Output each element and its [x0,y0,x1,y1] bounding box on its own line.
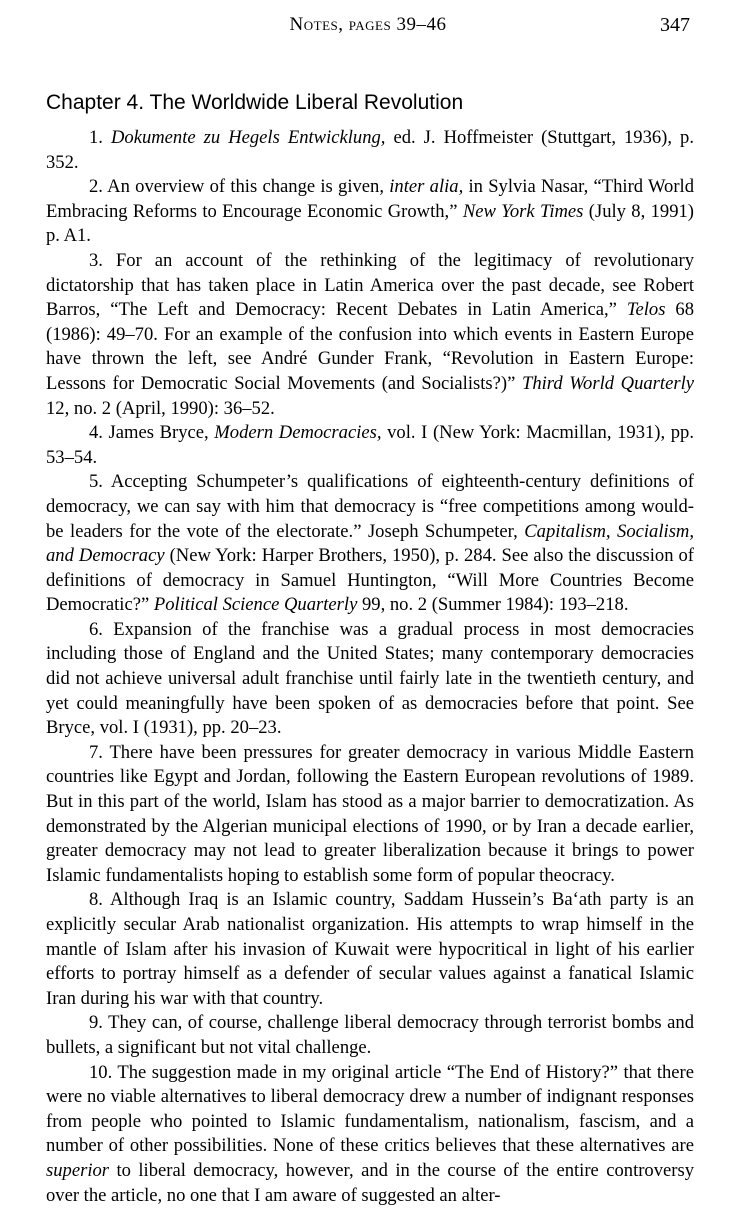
note-text: in Sylvia Nasar, “Third World Embracing Reforms to Encourage Economic Growth,” [46,176,694,222]
italic-title: Political Science Quarterly [153,594,358,616]
note-text: 7. There have been pressures for greater democracy in various Middle Eastern countries like Egypt and Jordan, following the Eastern European revolutions of 1989. But in this part of the world, Islam has stood as a major barrier to democratization. As demonstrated by the Algerian municipal elections of 1990, or by Iran a decade earlier, greater democracy may not lead to greater liberalization because it brings to power Islamic fundamentalists hoping to establish some form of popular theocracy. [46,741,694,886]
note-text: 9. They can, of course, challenge liberal democracy through terrorist bombs and bullets, a significant but not vital challenge. [46,1012,694,1058]
page-number: 347 [660,14,690,36]
note-text: 10. The suggestion made in my original article “The End of History?” that there were no viable alternatives to liberal democracy drew a number of indignant responses from people who pointed to Islamic fundamentalism, nationalism, fascism, and a number of other possibilities. None of these critics believes that these alternatives are [46,1061,694,1157]
note-text: 1. [89,127,111,148]
italic-title: Third World Quarterly [521,372,694,394]
note-3 [46,249,694,421]
note-1 [46,126,694,175]
italic-title: Telos [626,299,666,321]
italic-title: Capitalism, Socialism, and Democracy [46,520,695,567]
page-header [0,14,736,44]
italic-title: Modern Democracies, [214,422,382,444]
italic-title: superior [46,1159,110,1181]
note-text: (New York: Harper Brothers, 1950), p. 284. See also the discussion of definitions of democracy in Samuel Huntington, “Will More Countries Become Democratic?” [46,545,694,616]
notes-list [46,126,694,1208]
note-text: 5. Accepting Schumpeter’s qualifications of eighteenth-century definitions of democracy, we can say with him that democracy is “free competitions among would-be leaders for the vote of the electorate.” Joseph Schumpeter, [46,471,694,542]
note-text: ed. J. Hoffmeister (Stuttgart, 1936), p. 352. [46,127,694,173]
note-text: (July 8, 1991) p. A1. [46,200,694,247]
note-8 [46,888,694,1011]
note-4 [46,421,694,470]
note-6 [46,618,694,741]
running-head: Notes, pages 39–46 [289,14,447,35]
note-text: vol. I (New York: Macmillan, 1931), pp. 53–54. [46,422,695,468]
note-text: to liberal democracy, however, and in the course of the entire controversy over the article, no one that I am aware of suggested an alter- [46,1159,694,1206]
note-text: 8. Although Iraq is an Islamic country, Saddam Hussein’s Ba‘ath party is an explicitly secular Arab nationalist organization. His attempts to wrap himself in the mantle of Islam after his invasion of Kuwait were hypocritical in light of his earlier efforts to portray himself as a defender of secular values against a fanatical Islamic Iran during his war with that country. [46,889,694,1009]
note-10 [46,1061,694,1208]
note-text: 99, no. 2 (Summer 1984): 193–218. [357,594,629,616]
note-2 [46,175,694,249]
italic-title: New York Times [462,200,584,222]
note-text: 12, no. 2 (April, 1990): 36–52. [46,397,275,419]
note-text: 4. James Bryce, [89,422,215,444]
note-5 [46,470,694,618]
note-9 [46,1011,694,1060]
note-text: 68 (1986): 49–70. For an example of the confusion into which events in Eastern Europe have thrown the left, see André Gunder Frank, “Revolution in Eastern Europe: Lessons for Democratic Social Movements (and Socialists?)” [46,299,695,394]
italic-title: Dokumente zu Hegels Entwicklung, [110,127,386,148]
chapter-title: Chapter 4. The Worldwide Liberal Revolution [46,91,464,114]
note-text: 6. Expansion of the franchise was a gradual process in most democracies including those of England and the United States; many contemporary democracies did not achieve universal adult franchise until fairly late in the twentieth century, and yet could meaningfully have been spoken of as democracies before that point. See Bryce, vol. I (1931), pp. 20–23. [46,618,694,739]
note-7 [46,741,694,889]
note-text: 3. For an account of the rethinking of the legitimacy of revolutionary dictatorship that has taken place in Latin America over the past decade, see Robert Barros, “The Left and Democracy: Recent Debates in Latin America,” [46,249,694,321]
note-text: 2. An overview of this change is given, [89,176,390,198]
italic-title: inter alia, [389,176,464,198]
